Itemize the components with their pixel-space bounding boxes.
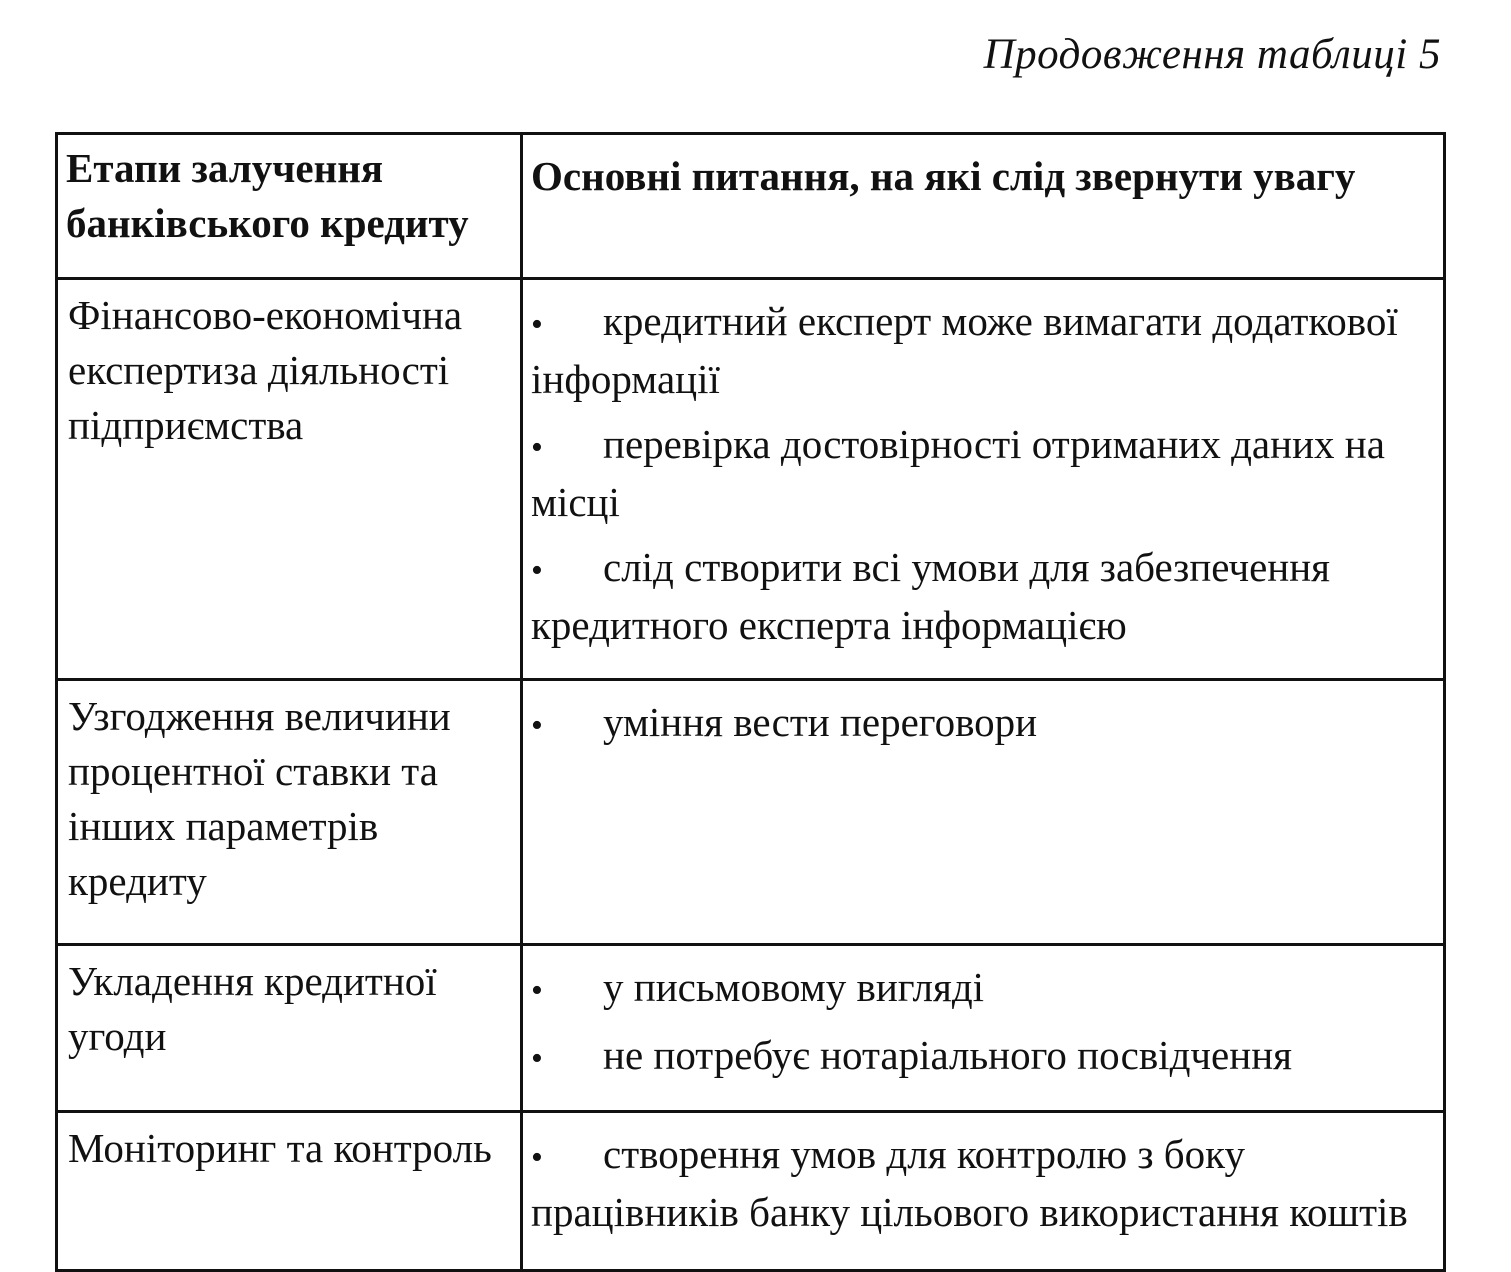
stage-cell: Моніторинг та контроль [57,1112,522,1271]
points-cell [522,279,1445,680]
bullet-icon: • [531,306,543,343]
bullet-text: перевірка достовірності отриманих даних на місці [531,421,1385,525]
points-cell [522,680,1445,945]
table-row [57,1112,1445,1271]
table-caption: Продовження таблиці 5 [983,31,1441,78]
bullet-icon: • [531,1139,543,1176]
table-row [57,680,1445,945]
stage-cell: Узгодження величини процентної ставки та інших параметрів кредиту [57,680,522,945]
bullet-item [531,540,1437,653]
bullet-item [531,695,1437,753]
stage-cell: Фінансово-економічна експертиза діяльності підприємства [57,279,522,680]
bullet-icon: • [531,972,543,1009]
bullet-text: у письмовому вигляді [603,964,985,1010]
bullet-text: кредитний експерт може вимагати додаткової інформації [531,298,1398,402]
stage-cell: Укладення кредитної угоди [57,945,522,1112]
bullet-icon: • [531,1040,543,1077]
bullet-item [531,417,1437,530]
bullet-icon: • [531,552,543,589]
points-cell [522,1112,1445,1271]
bullet-text: уміння вести переговори [603,699,1038,745]
table-header-row [57,134,1445,279]
bullet-item [531,960,1437,1018]
bullet-item [531,1028,1437,1086]
bullet-icon: • [531,429,543,466]
table-row [57,945,1445,1112]
column-header-stages: Етапи залучення банківського кредиту [57,134,522,279]
points-cell [522,945,1445,1112]
bullet-item [531,1127,1437,1240]
bullet-icon: • [531,707,543,744]
credit-stages-table [55,132,1446,1272]
table-row [57,279,1445,680]
bullet-text: не потребує нотаріального посвідчення [603,1032,1292,1078]
bullet-text: слід створити всі умови для забезпечення кредитного експерта інформацією [531,544,1331,648]
bullet-text: створення умов для контролю з боку працівників банку цільового використання коштів [531,1131,1408,1235]
column-header-issues: Основні питання, на які слід звернути увагу [522,134,1445,279]
bullet-item [531,294,1437,407]
